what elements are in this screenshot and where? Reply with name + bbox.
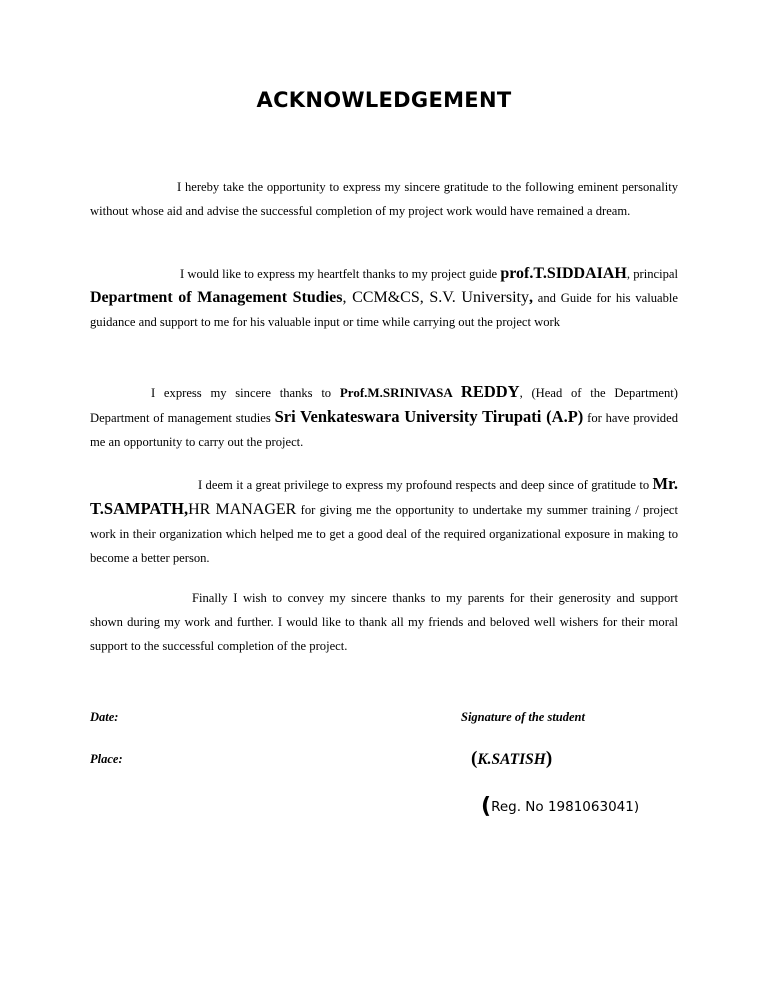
student-name [471,748,552,770]
intro-text: I hereby take the opportunity to express my sincere gratitude to the following eminent personality without whose aid and advise the successful completion of my project work would have remained a dream. [90,180,678,218]
paragraph-intro [90,175,678,223]
paragraph-closing [90,586,678,658]
student-name-text: K.SATISH [477,751,546,768]
principal-text: principal [633,267,678,281]
guide-thanks-text: I would like to express my heartfelt thanks to my project guide [180,267,501,281]
closing-text: Finally I wish to convey my sincere thanks to my parents for their generosity and support shown during my work and further. I would like to thank all my friends and beloved well wishers for their moral support to the successful completion of the project. [90,591,678,653]
manager-name: Mr. T.SAMPATH, [90,474,678,518]
place-label: Place: [90,752,123,766]
name-close-paren: ) [545,748,553,769]
registration-number [481,794,639,819]
hod-closing-text: for have provided me an opportunity to carry out the project. [90,411,678,449]
hod-thanks-text: I express my sincere thanks to [151,386,340,400]
paragraph-manager [90,472,678,570]
reg-open-paren: ( [481,794,492,819]
guide-closing-text: and Guide for his valuable guidance and support to me for his valuable input or time while carrying out the project work [90,291,678,329]
hod-surname: REDDY [460,382,520,401]
department-name: Department of Management Studies [90,289,343,306]
manager-title: HR MANAGER [188,501,297,518]
university-name: Sri Venkateswara University Tirupati (A.P) [274,407,584,426]
name-open-paren: ( [471,748,478,769]
university-comma: , [528,289,533,306]
college-university: , CCM&CS, S.V. University [342,289,529,306]
registration-number-text: Reg. No 1981063041) [491,799,640,815]
guide-comma: , [626,267,631,281]
guide-name: prof.T.SIDDAIAH [500,265,627,282]
hod-title-text: , (Head of the Department) Department of management studies [90,386,678,425]
hod-name: Prof.M.SRINIVASA [339,385,461,400]
paragraph-guide [90,262,678,334]
manager-thanks-text: I deem it a great privilege to express my profound respects and deep since of gratitude to [198,478,653,492]
manager-closing-text: for giving me the opportunity to undertake my summer training / project work in their organization which helped me to get a good deal of the required organizational exposure in making to become a better person. [90,503,678,565]
page-title: ACKNOWLEDGEMENT [256,88,512,112]
signature-label: Signature of the student [461,710,585,724]
date-label: Date: [90,710,119,724]
paragraph-hod [90,380,678,454]
